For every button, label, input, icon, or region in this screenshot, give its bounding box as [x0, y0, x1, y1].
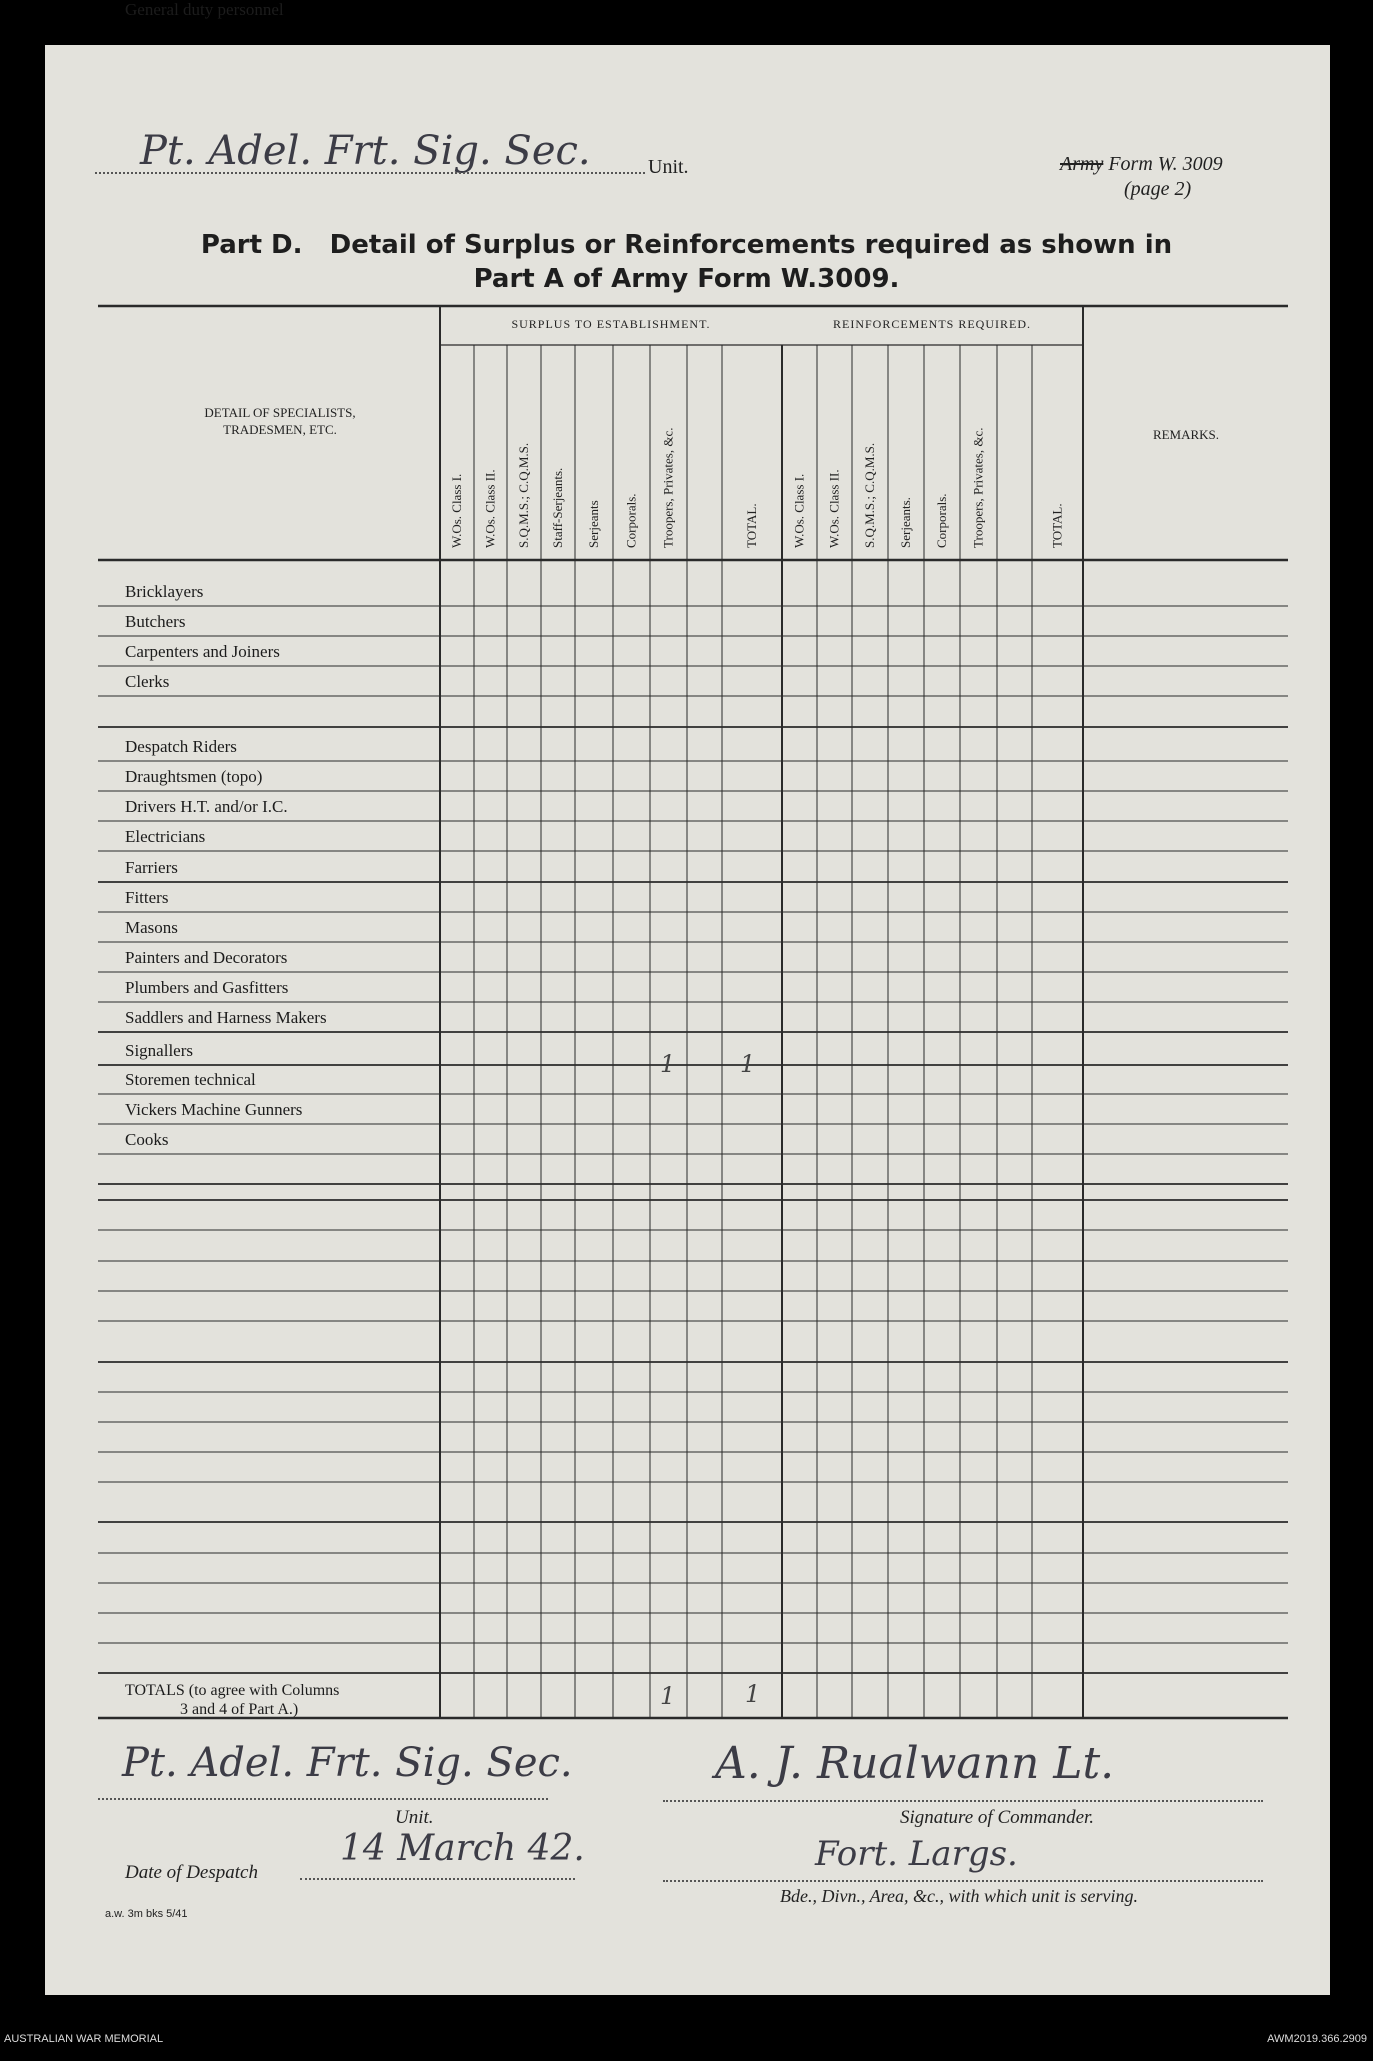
surplus-column-header: Staff-Serjeants.: [550, 467, 565, 548]
signallers-troopers-entry: 1: [660, 1050, 676, 1078]
form-title: [0, 228, 1373, 296]
date-handwritten: 14 March 42.: [340, 1828, 585, 1869]
surplus-column-header: W.Os. Class II.: [482, 469, 498, 548]
reinforcement-column-header: Corporals.: [934, 493, 949, 548]
totals-troopers-entry: 1: [660, 1682, 676, 1710]
print-code: a.w. 3m bks 5/41: [105, 1908, 188, 1920]
row-label: Signallers: [125, 1041, 193, 1060]
surplus-column-header: Troopers, Privates, &c.: [660, 427, 676, 548]
row-label: Masons: [125, 918, 178, 937]
row-label: Bricklayers: [125, 582, 204, 601]
totals-label-line-1: TOTALS (to agree with Columns: [125, 1682, 340, 1699]
unit-label: Unit.: [648, 156, 689, 178]
army-form-label: [1060, 153, 1223, 176]
reinforcement-column-header: TOTAL.: [1049, 503, 1065, 548]
location-line: [663, 1880, 1263, 1882]
row-label: Plumbers and Gasfitters: [125, 978, 289, 997]
footer-right: AWM2019.366.2909: [1267, 2033, 1367, 2045]
row-label: Vickers Machine Gunners: [125, 1100, 303, 1119]
title-line-1: Part D. Detail of Surplus or Reinforcements required as shown in: [200, 230, 1173, 260]
location-handwritten: Fort. Largs.: [815, 1834, 1018, 1874]
date-line: [300, 1878, 575, 1880]
row-label: General duty personnel: [125, 0, 284, 19]
remarks-header: REMARKS.: [1152, 427, 1220, 442]
unit-dotted-line: [95, 172, 645, 174]
surplus-column-header: S.Q.M.S.; C.Q.M.S.: [516, 442, 531, 548]
totals-total-entry: 1: [745, 1680, 761, 1708]
row-label: Despatch Riders: [125, 737, 237, 756]
unit-handwritten: Pt. Adel. Frt. Sig. Sec.: [140, 128, 591, 174]
surplus-column-header: Corporals.: [623, 493, 639, 548]
signallers-total-entry: 1: [740, 1050, 756, 1078]
row-label: Carpenters and Joiners: [125, 642, 280, 661]
detail-header: [170, 404, 390, 438]
detail-header-line-1: DETAIL OF SPECIALISTS,: [204, 405, 356, 420]
row-label: Clerks: [125, 672, 170, 691]
signature-line: [663, 1800, 1263, 1802]
row-label: Storemen technical: [125, 1070, 256, 1089]
reinforcement-column-header: W.Os. Class I.: [791, 473, 807, 548]
date-label: Date of Despatch: [125, 1862, 258, 1883]
surplus-column-header: TOTAL.: [744, 503, 759, 548]
row-label: Draughtsmen (topo): [125, 767, 263, 786]
totals-label-line-2: 3 and 4 of Part A.): [180, 1701, 299, 1718]
surplus-column-header: Serjeants: [586, 500, 601, 548]
signature-label: Signature of Commander.: [900, 1807, 1095, 1828]
totals-label: [125, 1681, 339, 1719]
page-label: (page 2): [1124, 178, 1192, 200]
army-form-number: Form W. 3009: [1108, 153, 1223, 175]
row-label: Painters and Decorators: [125, 948, 288, 967]
signature-handwritten: A. J. Rualwann Lt.: [715, 1738, 1115, 1789]
surplus-column-header: W.Os. Class I.: [449, 473, 464, 548]
bottom-unit-label: Unit.: [395, 1807, 434, 1828]
bottom-unit-handwritten: Pt. Adel. Frt. Sig. Sec.: [122, 1740, 573, 1786]
row-label: Drivers H.T. and/or I.C.: [125, 797, 288, 816]
reinforcement-column-header: Serjeants.: [898, 497, 913, 548]
army-form-struck: Army: [1060, 153, 1104, 175]
footer-left: AUSTRALIAN WAR MEMORIAL: [4, 2033, 164, 2045]
reinforcements-header: REINFORCEMENTS REQUIRED.: [832, 317, 1031, 331]
bottom-unit-line: [98, 1798, 548, 1800]
surplus-header: SURPLUS TO ESTABLISHMENT.: [511, 317, 711, 331]
reinforcement-column-header: W.Os. Class II.: [826, 469, 842, 548]
reinforcement-column-header: S.Q.M.S.; C.Q.M.S.: [862, 442, 877, 548]
detail-header-line-2: TRADESMEN, ETC.: [223, 422, 337, 437]
row-label: Cooks: [125, 1130, 169, 1149]
row-label: Farriers: [125, 858, 178, 877]
location-label: Bde., Divn., Area, &c., with which unit is serving.: [780, 1886, 1138, 1906]
title-line-2: Part A of Army Form W.3009.: [473, 264, 900, 294]
row-label: Saddlers and Harness Makers: [125, 1008, 327, 1027]
row-label: Fitters: [125, 888, 169, 907]
row-label: Butchers: [125, 612, 186, 631]
row-label: Electricians: [125, 827, 206, 846]
reinforcement-column-header: Troopers, Privates, &c.: [970, 427, 986, 548]
